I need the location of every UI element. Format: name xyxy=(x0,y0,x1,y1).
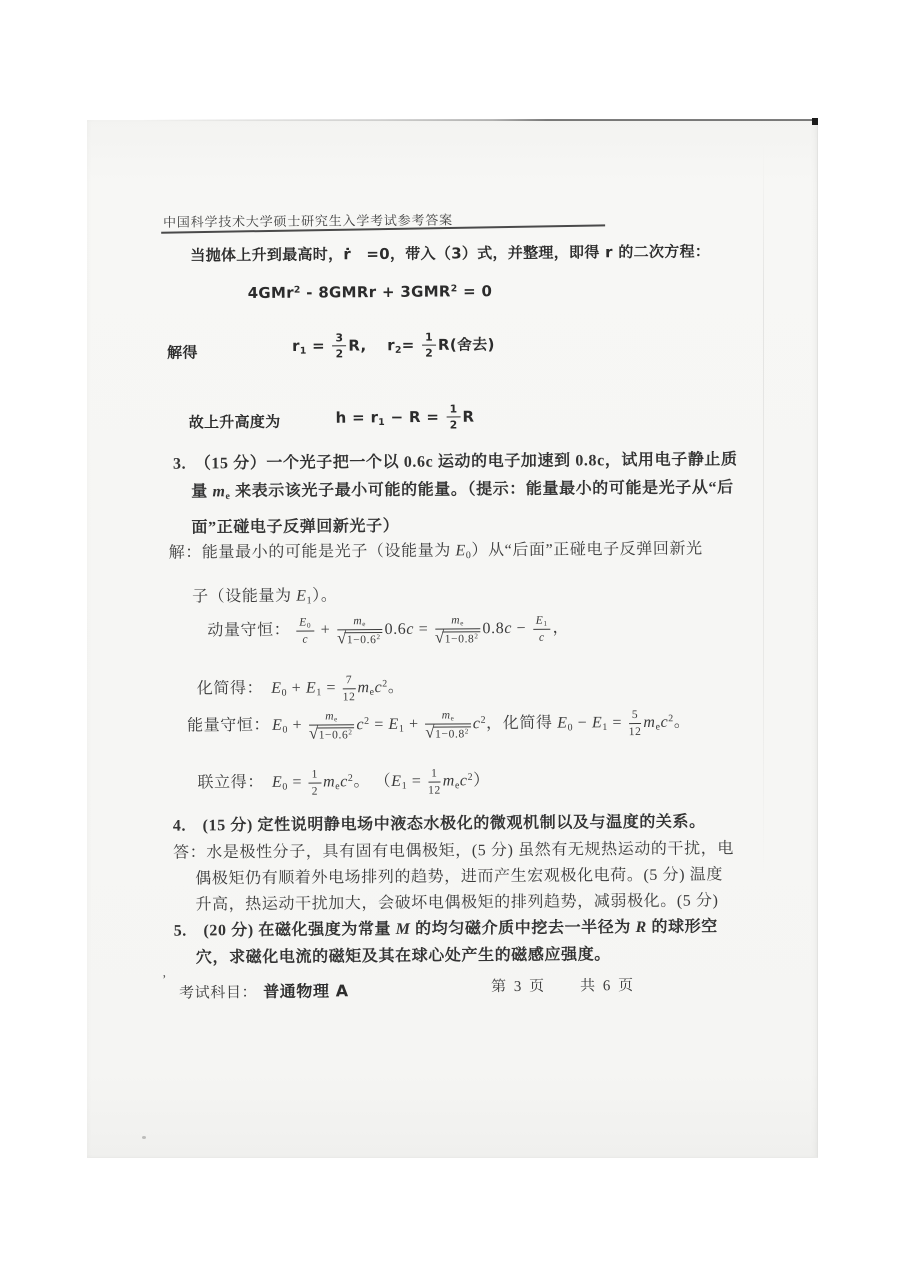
text-run: R, r xyxy=(348,336,396,355)
variable: E xyxy=(391,773,402,791)
fraction xyxy=(428,768,441,797)
variable: E xyxy=(272,717,283,735)
question-5-line-1 xyxy=(174,916,718,942)
text-run: 4GMr xyxy=(247,283,295,303)
variable: c xyxy=(302,633,309,646)
text-run: 量 xyxy=(191,483,213,501)
text-run: 子（设能量为 xyxy=(191,587,297,606)
text-run: 2 xyxy=(335,347,344,361)
text-run: 。 （ xyxy=(353,773,392,791)
variable: m xyxy=(441,709,451,722)
question-4-line-1 xyxy=(173,811,706,837)
energy-conservation-row xyxy=(187,708,691,743)
square-root: √ $1-0.6^2$ xyxy=(309,727,355,741)
text-run: + xyxy=(287,679,307,698)
variable: E xyxy=(296,587,307,605)
text-run: + xyxy=(287,716,307,735)
text-run: ）。 xyxy=(312,587,338,605)
text-run: 3. （15 分）一个光子把一个以 0.6c 运动的电子加速到 0.8c，试用电子静止质 xyxy=(172,451,738,473)
intro-line xyxy=(190,240,710,266)
subscript: 1 xyxy=(401,780,408,792)
text-run: 面”正碰电子反弹回新光子） xyxy=(191,517,400,537)
variable: m xyxy=(451,614,461,627)
q4-answer-line-2 xyxy=(195,864,723,890)
quadratic-equation xyxy=(248,280,493,304)
text-run: = xyxy=(287,773,307,792)
text-run: + xyxy=(316,621,336,639)
variable: R xyxy=(635,918,647,937)
variable: E xyxy=(557,714,568,732)
subscript: 0 xyxy=(306,621,312,630)
solve-equation xyxy=(292,331,495,360)
subscript: e xyxy=(334,715,338,724)
subscript: 2 xyxy=(394,344,402,356)
text-run: 5 xyxy=(631,709,639,722)
q3-solution-line-1 xyxy=(169,538,703,564)
text-run: 4. (15 分) 定性说明静电场中液态水极化的微观机制以及与温度的关系。 xyxy=(172,813,706,835)
subscript: 0 xyxy=(282,724,289,736)
footer-subject-value: 普通物理 A xyxy=(263,981,349,1001)
variable: c xyxy=(538,631,545,644)
variable: E xyxy=(305,679,317,697)
variable: c xyxy=(406,621,415,639)
square-root: √ $1-0.8^2$ xyxy=(425,726,471,740)
text-run: 1−0.6 xyxy=(346,634,377,647)
text-run: 12 xyxy=(628,726,642,739)
variable: m xyxy=(212,483,226,501)
text-run: 2 xyxy=(311,785,319,798)
text-run: + xyxy=(404,715,424,734)
text-run: = xyxy=(401,336,421,355)
text-run: R(舍去) xyxy=(437,335,495,354)
superscript: 2 xyxy=(293,284,301,296)
text-run: = xyxy=(306,336,331,355)
text-run: 0.6 xyxy=(384,621,407,639)
superscript: 2 xyxy=(467,772,474,784)
scanned-page xyxy=(87,120,818,1158)
variable: M xyxy=(395,920,411,938)
superscript: 2 xyxy=(668,713,674,725)
variable: E xyxy=(299,616,307,629)
variable: m xyxy=(322,773,336,791)
energy-label: 能量守恒： xyxy=(186,717,271,735)
fraction xyxy=(332,332,346,360)
text-run: 1−0.6 xyxy=(318,729,349,742)
momentum-label: 动量守恒： xyxy=(207,621,291,640)
text-run: 解：能量最小的可能是光子（设能量为 xyxy=(168,542,456,562)
combine-label: 联立得： xyxy=(197,774,264,792)
superscript: 2 xyxy=(464,727,469,736)
fraction xyxy=(533,615,551,644)
subscript: e xyxy=(335,781,341,793)
text-run: 来表示该光子最小可能的能量。（提示：能量最小的可能是光子从“后 xyxy=(230,479,734,501)
question-3-line-1 xyxy=(173,449,738,475)
superscript: 2 xyxy=(474,632,479,641)
height-equation xyxy=(336,403,475,432)
fraction xyxy=(425,709,471,741)
question-3-line-3 xyxy=(191,516,399,540)
solve-label: 解得 xyxy=(167,343,198,362)
superscript: 2 xyxy=(382,678,388,690)
subscript: 0 xyxy=(465,550,472,562)
text-run: 5. (20 分) 在磁化强度为常量 xyxy=(173,920,396,940)
simplify-label: 化简得： xyxy=(196,680,264,698)
combine-equation xyxy=(271,767,490,798)
variable: E xyxy=(535,614,544,627)
variable: c xyxy=(340,773,348,791)
fraction xyxy=(343,674,356,703)
text-run: = xyxy=(369,716,389,734)
text-run: 3 xyxy=(335,331,344,345)
superscript: 2 xyxy=(364,715,370,727)
variable: E xyxy=(271,774,283,792)
subscript: e xyxy=(225,490,231,503)
text-run: h = r xyxy=(335,408,379,427)
fraction xyxy=(296,617,314,646)
text-run: 。 xyxy=(387,679,405,697)
q4-answer-line-1 xyxy=(173,838,734,864)
combine-row xyxy=(197,767,490,798)
momentum-conservation-row xyxy=(207,614,569,648)
text-run: 穴，求磁化电流的磁矩及其在球心处产生的磁感应强度。 xyxy=(195,946,611,967)
fraction xyxy=(435,614,481,646)
variable: E xyxy=(271,680,282,698)
subscript: e xyxy=(362,620,367,629)
text-run: 当抛体上升到最高时，ṙ =0，带入（3）式，并整理，即得 r 的二次方程： xyxy=(190,242,711,265)
question-5-line-2 xyxy=(196,944,611,969)
text-run: ） xyxy=(473,772,490,790)
variable: c xyxy=(374,679,383,697)
fraction xyxy=(309,768,322,797)
page-header-title: 中国科学技术大学硕士研究生入学考试参考答案 xyxy=(163,212,453,230)
footer-page-info: 第 3 页 共 6 页 xyxy=(491,978,636,996)
text-run: ，化简得 xyxy=(486,714,558,733)
text-run: − xyxy=(511,620,531,638)
text-run: 12 xyxy=(342,691,356,704)
text-run: 7 xyxy=(345,674,353,687)
text-run: = xyxy=(414,620,433,639)
subscript: 1 xyxy=(299,345,307,357)
fraction xyxy=(447,403,461,431)
text-run: - 8GMRr + 3GMR xyxy=(300,282,451,302)
variable: c xyxy=(660,714,669,732)
variable: m xyxy=(442,772,455,790)
text-run: 0.8 xyxy=(482,620,505,638)
variable: m xyxy=(357,679,370,697)
text-run: 1 xyxy=(449,402,458,416)
superscript: 2 xyxy=(347,773,354,785)
subscript: e xyxy=(454,780,460,792)
q3-solution-line-2 xyxy=(192,585,338,608)
subscript: e xyxy=(460,619,465,628)
subscript: e xyxy=(655,721,661,733)
subscript: 0 xyxy=(567,722,574,734)
momentum-equation xyxy=(294,614,570,648)
text-run: 答：水是极性分子，具有固有电偶极矩，(5 分) 虽然有无规热运动的干扰，电 xyxy=(172,840,734,862)
superscript: 2 xyxy=(376,633,381,642)
simplify-equation xyxy=(271,674,405,704)
subscript: e xyxy=(369,687,375,699)
text-run: 1−0.8 xyxy=(435,728,465,741)
fraction xyxy=(629,709,642,738)
text-run: 12 xyxy=(428,784,441,797)
variable: m xyxy=(353,615,363,628)
variable: m xyxy=(325,710,335,723)
superscript: 2 xyxy=(348,728,353,737)
superscript: 2 xyxy=(480,714,487,727)
variable: E xyxy=(591,714,603,732)
energy-equation xyxy=(272,709,691,743)
text-run: 1 xyxy=(425,330,433,344)
text-run: − xyxy=(573,714,592,732)
square-root: √ $1-0.6^2$ xyxy=(337,632,383,646)
subscript: e xyxy=(450,714,455,723)
text-run: 2 xyxy=(449,418,458,432)
fraction xyxy=(422,332,436,360)
text-run: r xyxy=(292,336,300,356)
q4-answer-line-3 xyxy=(195,890,718,916)
square-root: √ $1-0.8^2$ xyxy=(435,631,481,645)
text-run: = xyxy=(321,679,341,697)
subscript: 1 xyxy=(398,723,405,735)
text-run: 1 xyxy=(311,768,319,781)
text-run: 的均匀磁介质中挖去一半径为 xyxy=(410,919,636,938)
fraction xyxy=(337,615,383,647)
subscript: 0 xyxy=(282,781,288,793)
variable: c xyxy=(459,772,468,790)
text-run: R xyxy=(462,407,475,426)
stray-ink-mark: ’ xyxy=(161,971,168,987)
variable: E xyxy=(455,542,466,560)
text-run: 2 xyxy=(425,346,434,360)
subscript: 1 xyxy=(602,722,608,734)
text-run: ， xyxy=(552,619,570,637)
text-run: = xyxy=(607,714,627,732)
text-run: 1 xyxy=(431,767,438,780)
subscript: 1 xyxy=(543,619,548,628)
footer-subject-label: 考试科目： xyxy=(179,985,258,1002)
variable: c xyxy=(356,716,365,734)
footer-subject xyxy=(179,980,349,1004)
variable: c xyxy=(472,715,481,733)
height-label: 故上升高度为 xyxy=(188,412,281,432)
text-run: 1−0.8 xyxy=(444,633,475,646)
page-content xyxy=(86,115,824,1158)
subscript: 1 xyxy=(316,687,322,699)
text-run: − R = xyxy=(384,407,445,427)
subscript: 1 xyxy=(306,595,313,607)
subscript: 0 xyxy=(281,687,288,699)
variable: c xyxy=(504,620,513,638)
question-3-line-2 xyxy=(191,477,734,503)
variable: E xyxy=(388,716,399,734)
subscript: 1 xyxy=(378,416,386,428)
text-run: 升高，热运动干扰加大，会破坏电偶极矩的排列趋势，减弱极化。(5 分) xyxy=(195,892,719,914)
superscript: 2 xyxy=(450,283,458,295)
simplify-row xyxy=(197,674,405,705)
fraction xyxy=(309,710,355,742)
text-run: = 0 xyxy=(457,282,493,301)
text-run: ）从“后面”正碰电子反弹回新光 xyxy=(471,540,703,560)
text-run: 的球形空 xyxy=(646,918,718,936)
text-run: 。 xyxy=(673,713,691,731)
variable: m xyxy=(643,714,656,732)
text-run: = xyxy=(407,772,427,791)
text-run: 偶极矩仍有顺着外电场排列的趋势，进而产生宏观极化电荷。(5 分) 温度 xyxy=(195,866,723,888)
